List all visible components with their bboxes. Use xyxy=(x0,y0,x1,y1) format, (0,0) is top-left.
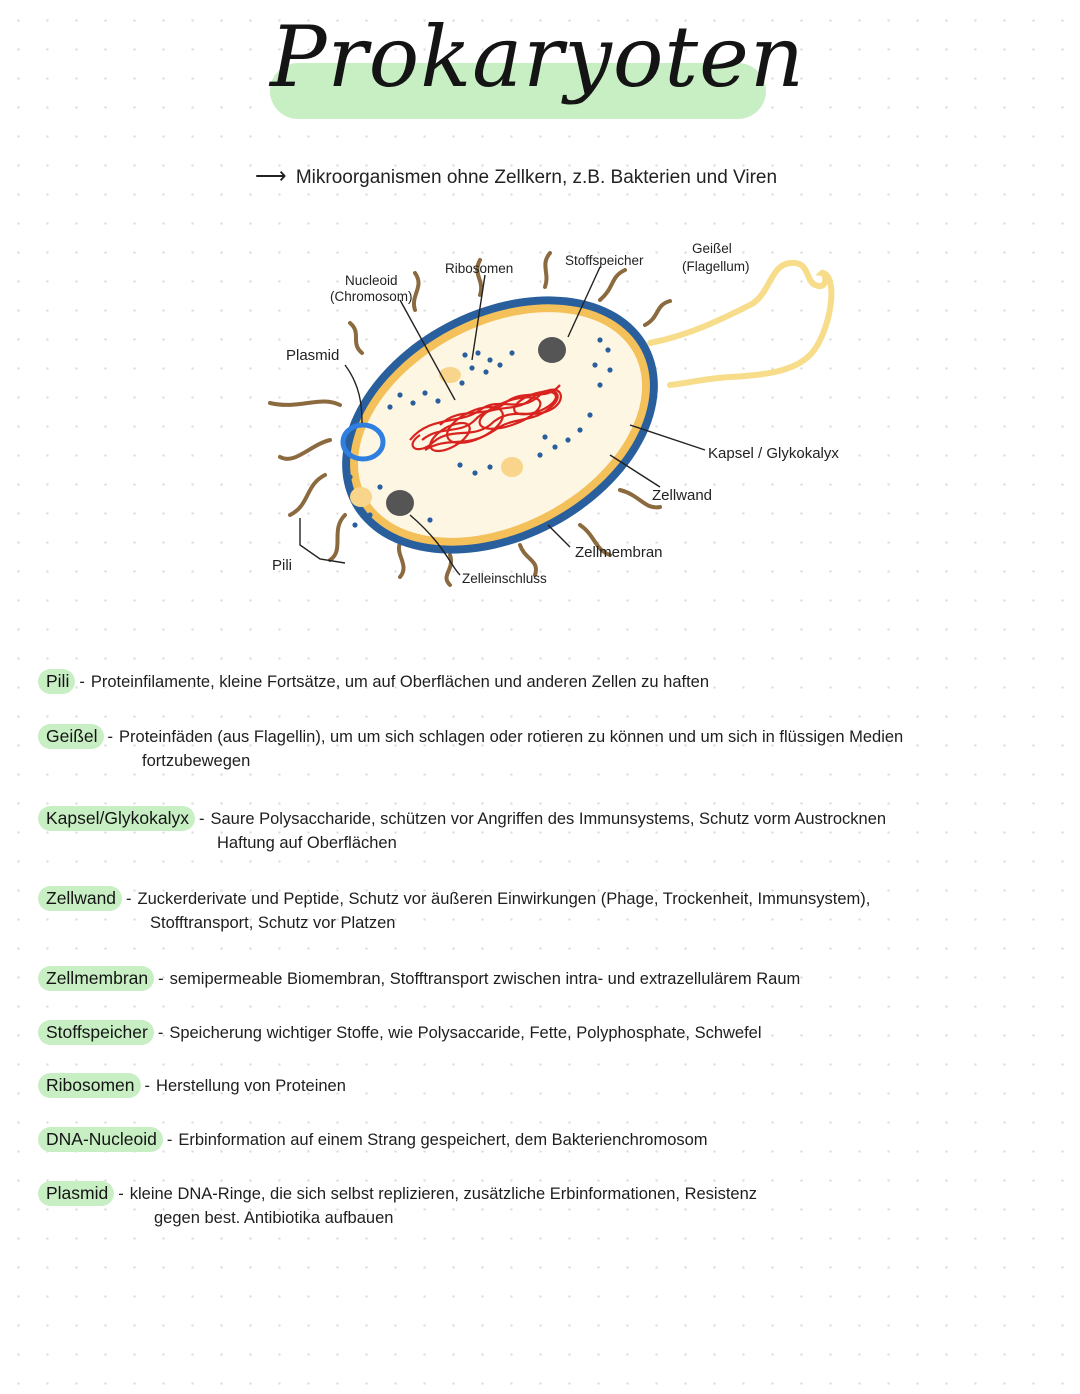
def-sep: - xyxy=(166,1131,173,1149)
def-pili xyxy=(42,669,1052,694)
def-term: Pili xyxy=(38,669,75,694)
def-ribosomen xyxy=(42,1073,1052,1098)
label-zellmembran: Zellmembran xyxy=(575,544,663,561)
def-sep: - xyxy=(158,970,164,988)
prokaryote-diagram xyxy=(250,225,890,595)
def-text: Zuckerderivate und Peptide, Schutz vor äußeren Einwirkungen (Phage, Trockenheit, Immunsystem), xyxy=(137,890,871,908)
def-text: Saure Polysaccharide, schützen vor Angriffen des Immunsystems, Schutz vorm Austrocknen xyxy=(210,810,887,828)
label-pili: Pili xyxy=(272,557,293,574)
def-kapsel xyxy=(42,806,1052,855)
def-cont: fortzubewegen xyxy=(142,752,251,770)
def-term: Kapsel/Glykokalyx xyxy=(38,806,195,831)
def-zellwand xyxy=(42,886,1052,935)
def-cont: gegen best. Antibiotika aufbauen xyxy=(154,1209,394,1227)
def-term: Zellmembran xyxy=(38,966,154,991)
def-text: Proteinfäden (aus Flagellin), um um sich schlagen oder rotieren zu können und um sich in flüssigen Medien xyxy=(119,728,904,746)
label-zellwand: Zellwand xyxy=(652,487,713,504)
def-stoffspeicher xyxy=(42,1020,1052,1045)
def-text: semipermeable Biomembran, Stofftransport zwischen intra- und extrazellulärem Raum xyxy=(169,970,801,988)
page-title: Prokaryoten xyxy=(270,8,805,106)
def-geissel xyxy=(42,724,1052,773)
def-text: Herstellung von Proteinen xyxy=(156,1077,346,1095)
def-term: Geißel xyxy=(38,724,104,749)
def-dna-nucleoid xyxy=(42,1127,1052,1152)
def-text: Erbinformation auf einem Strang gespeichert, dem Bakterienchromosom xyxy=(178,1131,708,1149)
label-geissel: Geißel xyxy=(692,241,732,256)
def-sep: - xyxy=(198,810,205,828)
def-term: DNA-Nucleoid xyxy=(38,1127,163,1152)
def-cont: Haftung auf Oberflächen xyxy=(217,834,397,852)
def-term: Ribosomen xyxy=(38,1073,141,1098)
label-nucleoid: Nucleoid xyxy=(345,273,398,288)
subtitle-text: Mikroorganismen ohne Zellkern, z.B. Bakterien und Viren xyxy=(295,167,778,188)
title-block xyxy=(270,8,805,148)
def-term: Plasmid xyxy=(38,1181,114,1206)
def-sep: - xyxy=(144,1077,151,1095)
def-zellmembran xyxy=(42,966,1052,991)
def-term: Zellwand xyxy=(38,886,122,911)
def-sep: - xyxy=(107,728,114,746)
label-stoffspeicher: Stoffspeicher xyxy=(565,253,644,268)
label-chromosom: (Chromosom) xyxy=(330,289,413,304)
flagellum xyxy=(650,263,831,385)
def-cont: Stofftransport, Schutz vor Platzen xyxy=(150,914,396,932)
label-kapsel: Kapsel / Glykokalyx xyxy=(708,445,839,462)
def-sep: - xyxy=(118,1185,124,1203)
label-plasmid: Plasmid xyxy=(286,347,340,364)
arrow-right-icon: ⟶ xyxy=(255,163,287,188)
label-zelleinschluss: Zelleinschluss xyxy=(462,571,547,586)
def-term: Stoffspeicher xyxy=(38,1020,154,1045)
def-text: kleine DNA-Ringe, die sich selbst replizieren, zusätzliche Erbinformationen, Resistenz xyxy=(129,1185,758,1203)
subtitle xyxy=(255,163,777,189)
def-text: Proteinfilamente, kleine Fortsätze, um auf Oberflächen und anderen Zellen zu haften xyxy=(90,673,710,691)
def-sep: - xyxy=(126,890,132,908)
label-flagellum: (Flagellum) xyxy=(682,259,750,274)
def-sep: - xyxy=(79,673,85,691)
label-ribosomen: Ribosomen xyxy=(445,261,514,276)
def-text: Speicherung wichtiger Stoffe, wie Polysaccaride, Fette, Polyphosphate, Schwefel xyxy=(169,1024,762,1042)
def-plasmid xyxy=(42,1181,1052,1230)
def-sep: - xyxy=(157,1024,164,1042)
